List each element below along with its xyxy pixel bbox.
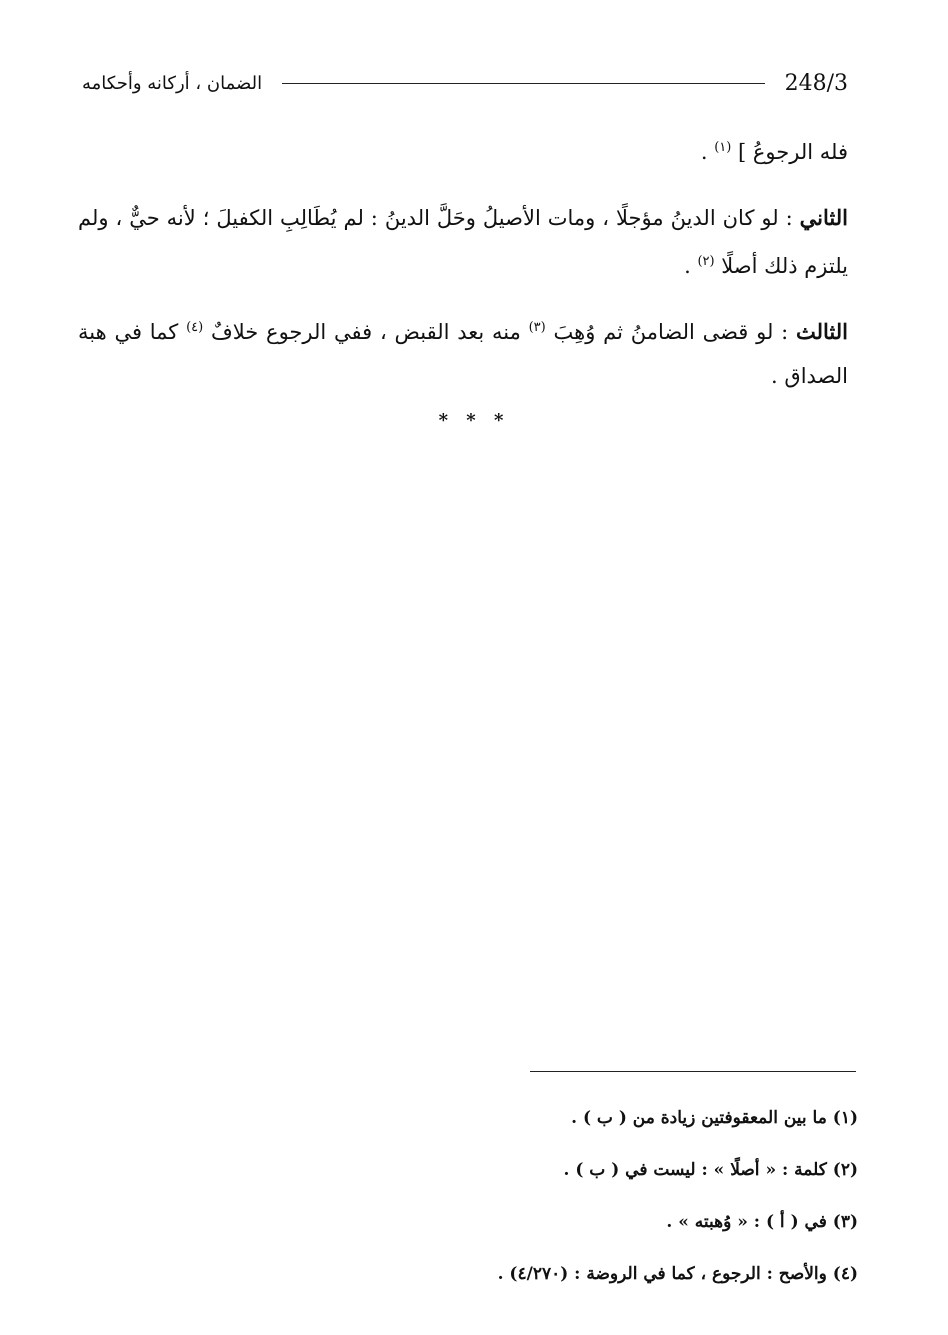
footnote-ref-4: (٤) xyxy=(186,320,204,335)
running-title: الضمان ، أركانه وأحكامه xyxy=(82,72,263,94)
paragraph-3 xyxy=(78,306,848,398)
paragraph-1-end: . xyxy=(700,140,715,164)
paragraph-2-text: : لو كان الدينُ مؤجلًا ، ومات الأصيلُ وحَلَّ الدينُ : لم يُطَالِبِ الكفيلَ ؛ لأنه حيٌّ ، ولم يلتزم ذلك أصلًا xyxy=(78,206,848,278)
footnote-rule xyxy=(530,1071,856,1072)
footnote-4: (٤) والأصح : الرجوع ، كما في الروضة : (٤/٢٧٠) . xyxy=(497,1264,858,1284)
footnote-2: (٢) كلمة : « أصلًا » : ليست في ( ب ) . xyxy=(563,1160,858,1180)
paragraph-3-text-c: كما في هبة الصداق . xyxy=(78,320,848,388)
footnote-ref-3: (٣) xyxy=(528,320,546,335)
page-number: 248/3 xyxy=(784,70,848,96)
paragraph-3-text-a: : لو قضى الضامنُ ثم وُهِبَ xyxy=(545,320,796,344)
footnote-ref-2: (٢) xyxy=(697,254,715,269)
paragraph-1 xyxy=(78,126,848,174)
paragraph-1-text: فله الرجوعُ ] xyxy=(731,140,848,164)
footnotes xyxy=(90,1098,858,1306)
paragraph-3-text-b: منه بعد القبض ، ففي الرجوع خلافٌ xyxy=(203,320,529,344)
paragraph-2-end: . xyxy=(684,254,698,278)
paragraph-2 xyxy=(78,196,848,288)
header-rule xyxy=(282,83,764,84)
footnote-3: (٣) في ( أ ) : « وُهبته » . xyxy=(666,1212,858,1232)
page-header xyxy=(82,66,848,100)
section-separator: * * * xyxy=(438,410,510,431)
paragraph-3-lead: الثالث xyxy=(795,319,848,344)
footnote-ref-1: (١) xyxy=(714,140,732,155)
paragraph-2-lead: الثاني xyxy=(799,205,848,230)
main-text xyxy=(78,126,848,416)
footnote-1: (١) ما بين المعقوفتين زيادة من ( ب ) . xyxy=(571,1108,858,1128)
